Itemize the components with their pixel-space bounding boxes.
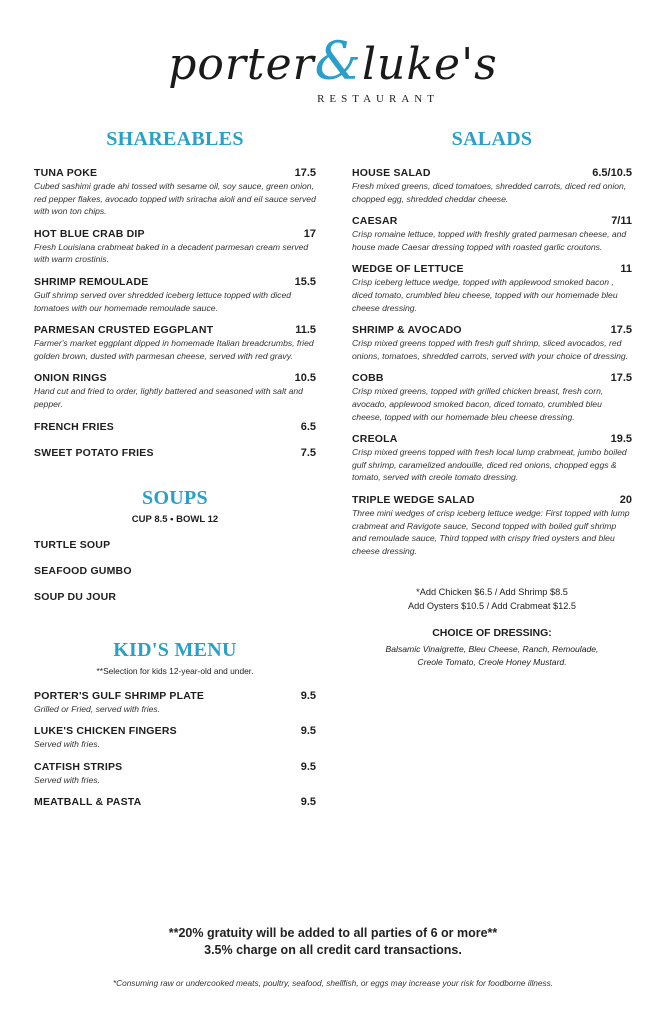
shareables-item-row — [34, 228, 316, 240]
salads-item-row — [352, 324, 632, 336]
salads-item-description: Fresh mixed greens, diced tomatoes, shredded carrots, diced red onion, chopped egg, shredded cheddar cheese. — [352, 181, 627, 204]
kids-item-name: MEATBALL & PASTA — [34, 796, 142, 809]
shareables-item — [34, 228, 316, 266]
left-column — [34, 128, 316, 820]
shareables-item-row — [34, 324, 316, 336]
shareables-item-description: Fresh Louisiana crabmeat baked in a decadent parmesan cream served with warm crostinis. — [34, 241, 309, 265]
salads-item-description: Crisp romaine lettuce, topped with freshly grated parmesan cheese, and house made Caesar dressing topped with roasted garlic croutons. — [352, 229, 627, 252]
dressing-line-1: Balsamic Vinaigrette, Bleu Cheese, Ranch, Remoulade, — [385, 644, 599, 655]
shareables-item-row — [34, 167, 316, 179]
salads-item-description: Three mini wedges of crisp iceberg lettuce wedge: First topped with lump crabmeat and Ravigote sauce, Second topped with boiled gulf shrimp and remoulade sauce, Third topped with crispy fried oysters and bleu cheese dressing. — [352, 507, 630, 556]
shareables-item-price: 6.5 — [300, 420, 316, 433]
salads-item-description: Crisp mixed greens topped with fresh gulf shrimp, sliced avocados, red onions, tomatoes, shredded carrots, served with your choice of dressing. — [352, 338, 629, 361]
kids-item-name: PORTER'S GULF SHRIMP PLATE — [34, 689, 205, 702]
soups-title: SOUPS — [142, 486, 208, 509]
shareables-item-description: Hand cut and fried to order, lightly battered and seasoned with salt and pepper. — [34, 386, 303, 409]
salads-item-row — [352, 167, 632, 179]
addons-line-2: Add Oysters $10.5 / Add Crabmeat $12.5 — [407, 601, 577, 612]
salads-item-row — [352, 215, 632, 227]
kids-item-description: Served with fries. — [34, 774, 100, 785]
restaurant-logo — [0, 32, 666, 105]
salads-list — [352, 167, 632, 557]
kids-item-row — [34, 761, 316, 773]
shareables-item-price: 10.5 — [294, 372, 316, 385]
salads-item-price: 7/11 — [611, 215, 632, 228]
salads-item — [352, 167, 632, 205]
salads-item-row — [352, 263, 632, 275]
shareables-item-name: HOT BLUE CRAB DIP — [34, 227, 145, 240]
right-column — [352, 128, 632, 669]
kids-item-description: Served with fries. — [34, 739, 100, 750]
salads-item-price: 19.5 — [610, 433, 632, 446]
kids-item-row — [34, 690, 316, 702]
logo-lukes: luke's — [361, 39, 498, 90]
shareables-item-row — [34, 372, 316, 384]
shareables-item-name: TUNA POKE — [34, 167, 98, 179]
gratuity-notice: **20% gratuity will be added to all parties of 6 or more** — [168, 926, 498, 940]
shareables-item-name: SWEET POTATO FRIES — [34, 446, 154, 459]
kids-item — [34, 761, 316, 787]
shareables-item-name: ONION RINGS — [34, 372, 107, 385]
shareables-item — [34, 372, 316, 410]
salads-item-description: Crisp mixed greens, topped with grilled chicken breast, fresh corn, avocado, applewood smoked bacon, diced tomato, crumbled bleu cheese, topped with our homemade bleu cheese dressing. — [352, 386, 604, 422]
salads-item-row — [352, 494, 632, 506]
shareables-list — [34, 167, 316, 459]
shareables-item — [34, 324, 316, 362]
salads-item — [352, 372, 632, 423]
salads-title: SALADS — [451, 128, 533, 150]
kids-list — [34, 690, 316, 809]
shareables-item-price: 11.5 — [295, 324, 316, 337]
salads-item-row — [352, 372, 632, 384]
salads-item — [352, 433, 632, 484]
logo-porter: porter — [168, 39, 315, 90]
shareables-item-description: Gulf shrimp served over shredded iceberg lettuce topped with diced tomatoes with our homemade remoulade sauce. — [34, 289, 291, 313]
logo-subtitle: RESTAURANT — [317, 93, 439, 105]
salads-item — [352, 263, 632, 314]
kids-item-price: 9.5 — [300, 725, 316, 738]
salads-item — [352, 215, 632, 253]
kids-item-price: 9.5 — [300, 796, 316, 809]
soups-pricing: CUP 8.5 • BOWL 12 — [131, 513, 219, 525]
kids-item-price: 9.5 — [300, 689, 316, 702]
salads-item-price: 17.5 — [610, 372, 632, 385]
dressing-title: CHOICE OF DRESSING: — [432, 627, 552, 640]
kids-item-name: LUKE'S CHICKEN FINGERS — [34, 725, 177, 738]
kids-menu-title: KID'S MENU — [113, 638, 237, 661]
kids-item — [34, 690, 316, 716]
foodborne-disclaimer: *Consuming raw or undercooked meats, poultry, seafood, shellfish, or eggs may increase your risk for foodborne illness. — [112, 978, 554, 988]
kids-item-row — [34, 796, 316, 808]
soup-item: SOUP DU JOUR — [34, 590, 117, 603]
dressing-line-2: Creole Tomato, Creole Honey Mustard. — [417, 657, 567, 668]
kids-item-row — [34, 725, 316, 737]
salads-item-row — [352, 433, 632, 445]
salads-item-name: CREOLA — [352, 433, 398, 446]
salads-item-price: 6.5/10.5 — [592, 167, 632, 179]
salads-item — [352, 494, 632, 557]
shareables-item-name: SHRIMP REMOULADE — [34, 275, 149, 288]
shareables-title: SHAREABLES — [106, 128, 244, 150]
shareables-item — [34, 276, 316, 314]
kids-menu-note: **Selection for kids 12-year-old and under. — [96, 665, 254, 676]
salad-addons — [352, 585, 632, 613]
salads-item-price: 11 — [620, 263, 632, 276]
salads-item-name: TRIPLE WEDGE SALAD — [352, 493, 475, 506]
salads-item-price: 20 — [619, 493, 632, 506]
shareables-item-row — [34, 276, 316, 288]
salads-item-name: CAESAR — [352, 215, 398, 228]
shareables-item — [34, 167, 316, 218]
soup-item: SEAFOOD GUMBO — [34, 564, 132, 577]
logo-ampersand: & — [314, 32, 362, 92]
salads-item-price: 17.5 — [610, 324, 632, 337]
salads-item-description: Crisp iceberg lettuce wedge, topped with applewood smoked bacon , diced tomato, crumbled bleu cheese, topped with our homemade bleu cheese dressing. — [352, 277, 618, 313]
soup-item: TURTLE SOUP — [34, 538, 111, 551]
footer-notice — [0, 925, 666, 959]
kids-item — [34, 796, 316, 808]
shareables-item-row — [34, 447, 316, 459]
addons-line-1: *Add Chicken $6.5 / Add Shrimp $8.5 — [416, 587, 568, 598]
shareables-item-description: Cubed sashimi grade ahi tossed with sesame oil, soy sauce, green onion, red pepper flakes, avocado topped with sriracha aioli and eil sauce served with won ton chips. — [34, 181, 316, 217]
credit-card-notice: 3.5% charge on all credit card transactions. — [204, 943, 462, 957]
salads-item-name: WEDGE OF LETTUCE — [352, 263, 464, 276]
salads-item-name: HOUSE SALAD — [352, 167, 431, 179]
salads-item-description: Crisp mixed greens topped with fresh local lump crabmeat, jumbo boiled gulf shrimp, caramelized andouille, diced red onions, chopped eggs & tomato, served with creole tomato dressing. — [352, 447, 627, 483]
shareables-item-price: 17.5 — [294, 167, 316, 179]
shareables-item-description: Farmer's market eggplant dipped in homemade Italian breadcrumbs, fried golden brown, dusted with parmesan cheese, served with red gravy. — [34, 338, 314, 361]
shareables-item-row — [34, 421, 316, 433]
kids-item — [34, 725, 316, 751]
shareables-item-name: PARMESAN CRUSTED EGGPLANT — [34, 324, 214, 337]
kids-item-name: CATFISH STRIPS — [34, 760, 123, 773]
soups-list — [34, 539, 316, 603]
shareables-item — [34, 447, 316, 459]
shareables-item-name: FRENCH FRIES — [34, 420, 114, 433]
salads-item-name: SHRIMP & AVOCADO — [352, 324, 462, 337]
dressing-list — [352, 643, 632, 669]
salads-item-name: COBB — [352, 372, 384, 385]
shareables-item-price: 15.5 — [294, 275, 316, 288]
shareables-item — [34, 421, 316, 433]
kids-item-description: Grilled or Fried, served with fries. — [34, 703, 161, 714]
shareables-item-price: 7.5 — [300, 446, 316, 459]
salads-item — [352, 324, 632, 362]
logo-wordmark — [0, 32, 666, 92]
shareables-item-price: 17 — [303, 227, 316, 240]
kids-item-price: 9.5 — [300, 760, 316, 773]
